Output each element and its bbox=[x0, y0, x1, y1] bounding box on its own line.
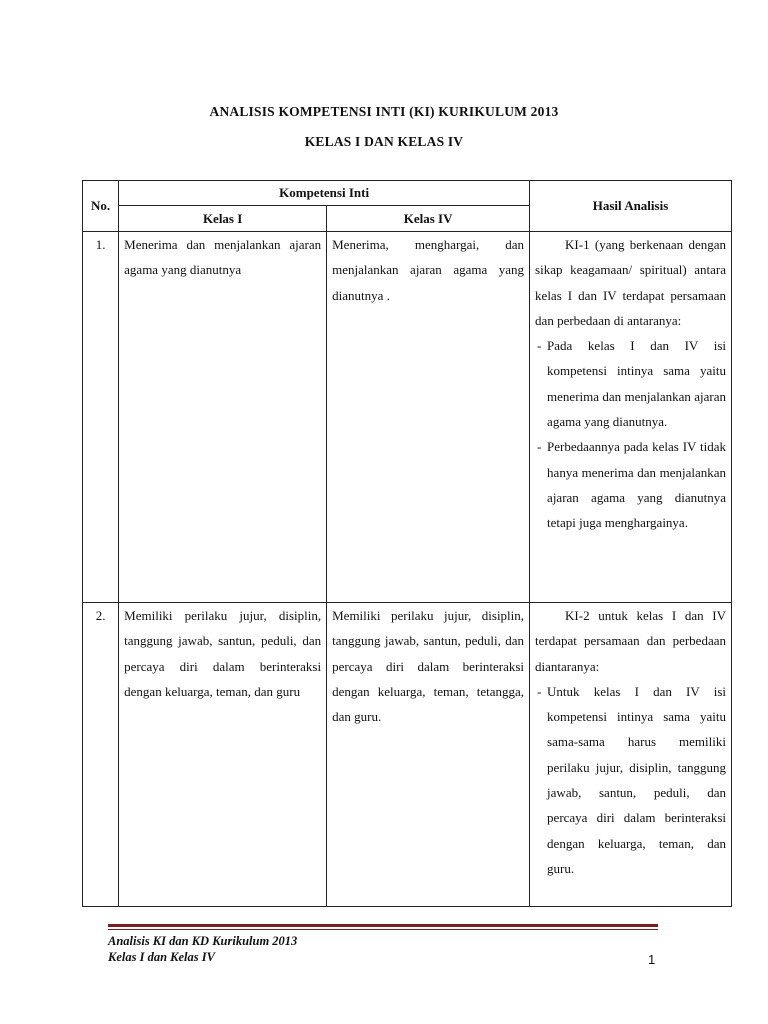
analysis-points bbox=[535, 333, 726, 535]
table-row bbox=[83, 232, 732, 603]
kelas-4-text: Menerima, menghargai, dan menjalankan ajaran agama yang dianutnya . bbox=[332, 237, 525, 303]
analysis-intro: KI-1 (yang berkenaan dengan sikap keagamaan/ spiritual) antara kelas I dan IV terdapat persamaan dan perbedaan di antaranya: bbox=[535, 237, 726, 328]
analysis-table bbox=[82, 180, 732, 907]
document-subtitle: KELAS I DAN KELAS IV bbox=[304, 134, 464, 149]
row-number: 1. bbox=[83, 232, 119, 603]
document-title: ANALISIS KOMPETENSI INTI (KI) KURIKULUM 2013 bbox=[209, 104, 559, 119]
footer-subtitle: Kelas I dan Kelas IV bbox=[108, 950, 215, 964]
cell-kelas-4 bbox=[327, 232, 530, 603]
footer-rule bbox=[108, 924, 658, 927]
footer-title: Analisis KI dan KD Kurikulum 2013 bbox=[108, 934, 298, 948]
footer-rule-thin bbox=[108, 929, 658, 930]
page-number: 1 bbox=[648, 952, 656, 967]
analysis-intro: KI-2 untuk kelas I dan IV terdapat persamaan dan perbedaan diantaranya: bbox=[535, 608, 726, 674]
table-header-row bbox=[83, 181, 732, 206]
cell-hasil-analisis bbox=[530, 603, 732, 907]
row-number: 2. bbox=[83, 603, 119, 907]
kelas-1-text: Menerima dan menjalankan ajaran agama yang dianutnya bbox=[124, 237, 322, 278]
analysis-points bbox=[535, 679, 726, 881]
kelas-1-text: Memiliki perilaku jujur, disiplin, tanggung jawab, santun, peduli, dan percaya diri dalam berinteraksi dengan keluarga, teman, dan guru bbox=[124, 608, 322, 699]
kelas-4-text: Memiliki perilaku jujur, disiplin, tanggung jawab, santun, peduli, dan percaya diri dalam berinteraksi dengan keluarga, teman, tetangga, dan guru. bbox=[332, 608, 525, 725]
cell-kelas-1 bbox=[119, 603, 327, 907]
header-kelas-1: Kelas I bbox=[119, 206, 327, 232]
header-kompetensi-inti: Kompetensi Inti bbox=[119, 181, 530, 206]
analysis-point: - Perbedaannya pada kelas IV tidak hanya menerima dan menjalankan ajaran agama yang dianutnya tetapi juga menghargainya. bbox=[535, 434, 726, 535]
analysis-point: - Untuk kelas I dan IV isi kompetensi intinya sama yaitu sama-sama harus memiliki perilaku jujur, disiplin, tanggung jawab, santun, peduli, dan percaya diri dalam berinteraksi dengan keluarga, teman, dan guru. bbox=[535, 679, 726, 881]
header-no: No. bbox=[83, 181, 119, 232]
cell-hasil-analisis bbox=[530, 232, 732, 603]
analysis-point: - Pada kelas I dan IV isi kompetensi intinya sama yaitu menerima dan menjalankan ajaran agama yang dianutnya. bbox=[535, 333, 726, 434]
cell-kelas-4 bbox=[327, 603, 530, 907]
table-row bbox=[83, 603, 732, 907]
header-hasil-analisis: Hasil Analisis bbox=[530, 181, 732, 232]
header-kelas-4: Kelas IV bbox=[327, 206, 530, 232]
cell-kelas-1 bbox=[119, 232, 327, 603]
